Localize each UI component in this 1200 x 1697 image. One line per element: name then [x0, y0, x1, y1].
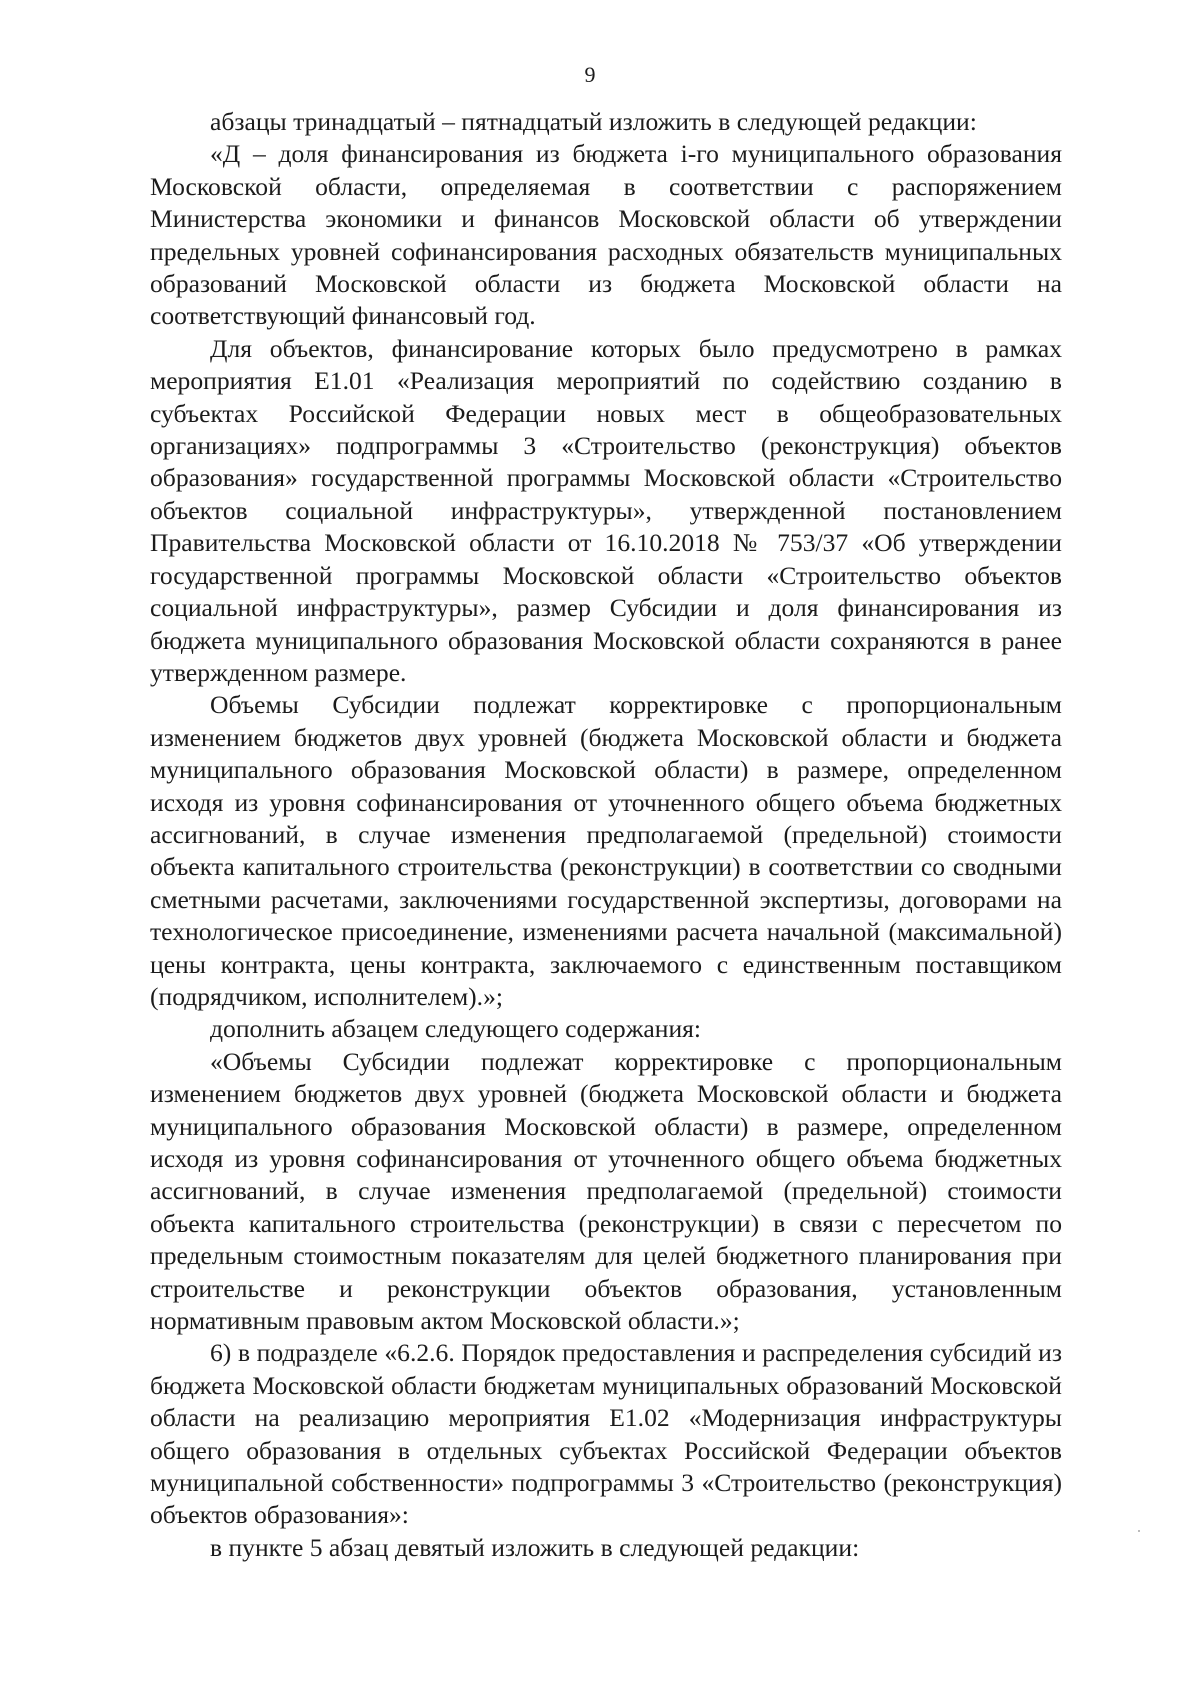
- paragraph-financing-share: «Д – доля финансирования из бюджета i-го муниципального образования Московской области, определяемая в соответствии с распоряжением Министерства экономики и финансов Московской области об утверждении предельных уровней софинансирования расходных обязательств муниципальных образований Московской области из бюджета Московской области на соответствующий финансовый год.: [150, 139, 1062, 331]
- paragraph-subsidy-adjustment: Объемы Субсидии подлежат корректировке с пропорциональным изменением бюджетов двух уровней (бюджета Московской области и бюджета муниципального образования Московской области) в размере, определенном исходя из уровня софинансирования от уточненного общего объема бюджетных ассигнований, в случае изменения предполагаемой (предельной) стоимости объекта капитального строительства (реконструкции) в соответствии со сводными сметными расчетами, заключениями государственной экспертизы, договорами на технологическое присоединение, изменениями расчета начальной (максимальной) цены контракта, цены контракта, заключаемого с единственным поставщиком (подрядчиком, исполнителем).»;: [150, 690, 1062, 1011]
- paragraph-add-clause: дополнить абзацем следующего содержания:: [210, 1014, 702, 1044]
- document-body: [150, 106, 1062, 1564]
- paragraph-point-5: в пункте 5 абзац девятый изложить в следующей редакции:: [210, 1532, 860, 1562]
- paragraph-subsidy-adjustment-new: «Объемы Субсидии подлежат корректировке с пропорциональным изменением бюджетов двух уровней (бюджета Московской области и бюджета муниципального образования Московской области) в размере, определенном исходя из уровня софинансирования от уточненного общего объема бюджетных ассигнований, в случае изменения предполагаемой (предельной) стоимости объекта капитального строительства (реконструкции) в связи с пересчетом по предельным стоимостным показателям для целей бюджетного планирования при строительстве и реконструкции объектов образования, установленным нормативным правовым актом Московской области.»;: [150, 1046, 1062, 1336]
- paragraph-subsection-626: 6) в подразделе «6.2.6. Порядок предоставления и распределения субсидий из бюджета Московской области бюджетам муниципальных образований Московской области на реализацию мероприятия Е1.02 «Модернизация инфраструктуры общего образования в отдельных субъектах Российской Федерации объектов муниципальной собственности» подпрограммы 3 «Строительство (реконструкция) объектов образования»:: [150, 1338, 1062, 1530]
- page-number: 9: [584, 62, 596, 87]
- paragraph-objects-e101: Для объектов, финансирование которых было предусмотрено в рамках мероприятия Е1.01 «Реализация мероприятий по содействию созданию в субъектах Российской Федерации новых мест в общеобразовательных организациях» подпрограммы 3 «Строительство (реконструкция) объектов образования» государственной программы Московской области «Строительство объектов социальной инфраструктуры», утвержденной постановлением Правительства Московской области от 16.10.2018 № 753/37 «Об утверждении государственной программы Московской области «Строительство объектов социальной инфраструктуры», размер Субсидии и доля финансирования из бюджета муниципального образования Московской области сохраняются в ранее утвержденном размере.: [150, 333, 1062, 687]
- paragraph-intro-edit: абзацы тринадцатый – пятнадцатый изложить в следующей редакции:: [210, 107, 977, 136]
- scan-speck: [1138, 1530, 1140, 1532]
